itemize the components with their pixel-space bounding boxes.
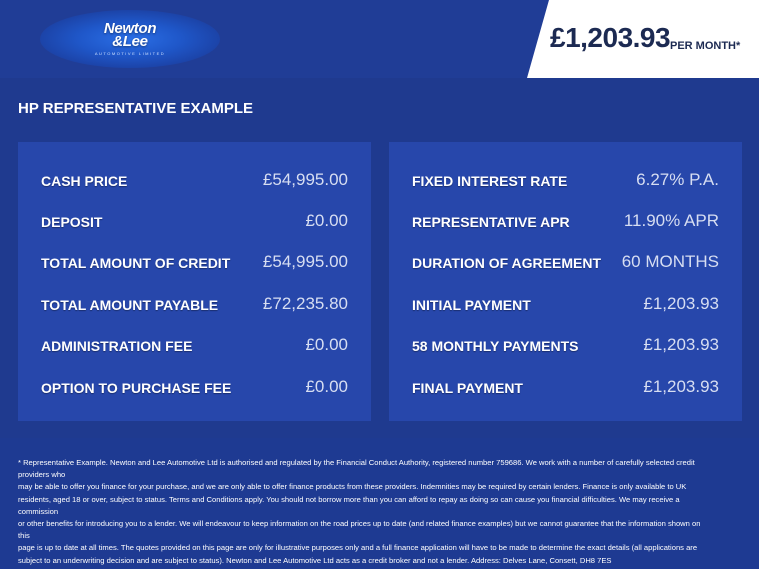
finance-row xyxy=(412,335,719,362)
row-value: £0.00 xyxy=(305,377,348,396)
finance-details-panel-left xyxy=(18,142,371,421)
finance-row xyxy=(412,252,719,279)
section-title: HP REPRESENTATIVE EXAMPLE xyxy=(18,100,254,117)
row-label: DEPOSIT xyxy=(41,214,103,230)
row-label: TOTAL AMOUNT PAYABLE xyxy=(41,297,219,313)
finance-row xyxy=(412,294,719,321)
finance-details-panel-right xyxy=(389,142,742,421)
disclaimer-line: page is up to date at all times. The quotes provided on this page are only for illustrative purposes only and a full finance application will have to be made to determine the exact details (all applications are xyxy=(18,543,698,553)
logo-wordmark xyxy=(40,22,220,48)
row-label: INITIAL PAYMENT xyxy=(412,297,531,313)
row-value: £1,203.93 xyxy=(643,335,719,354)
row-value: £0.00 xyxy=(305,211,348,230)
logo-line-2: &Lee xyxy=(112,33,148,50)
disclaimer-line: * Representative Example. Newton and Lee Automotive Ltd is authorised and regulated by the Financial Conduct Authority, registered number 759686. We work with a number of carefully selected credit providers who xyxy=(18,458,695,480)
row-value: 60 MONTHS xyxy=(621,252,719,271)
row-value: £54,995.00 xyxy=(262,170,348,189)
row-value: £1,203.93 xyxy=(643,377,719,396)
row-label: 58 MONTHLY PAYMENTS xyxy=(412,338,579,354)
row-label: OPTION TO PURCHASE FEE xyxy=(41,380,232,396)
logo-line-1: Newton xyxy=(103,20,157,37)
row-value: 6.27% P.A. xyxy=(636,170,719,189)
disclaimer-line: residents, aged 18 or over, subject to status. Terms and Conditions apply. You should not borrow more than you can afford to repay as doing so can cause you financial difficulties. We may receive a commission xyxy=(18,494,680,516)
row-label: FIXED INTEREST RATE xyxy=(412,173,568,189)
row-value: £54,995.00 xyxy=(262,252,348,271)
logo-subtitle: AUTOMOTIVE LIMITED xyxy=(94,51,166,56)
row-label: ADMINISTRATION FEE xyxy=(41,338,193,354)
finance-row xyxy=(412,170,719,197)
finance-row xyxy=(41,335,348,362)
disclaimer-line: may be able to offer you finance for your purchase, and we are only able to offer finance products from these providers. Indemnities may be required by certain lenders. Finance is only available to UK xyxy=(18,482,687,492)
company-logo[interactable] xyxy=(40,10,220,68)
monthly-price: £1,203.93 xyxy=(550,22,671,53)
row-label: FINAL PAYMENT xyxy=(412,380,523,396)
disclaimer-line: subject to an underwriting decision and are subject to status). Newton and Lee Automotive Ltd acts as a credit broker and not a lender. Address: Delves Lane, Consett, DH8 7ES xyxy=(18,555,612,565)
finance-row xyxy=(41,252,348,279)
disclaimer-line: or other benefits for introducing you to a lender. We will endeavour to keep information on the road prices up to date (and related finance examples) but we cannot guarantee that the information shown on this xyxy=(18,519,701,541)
row-value: 11.90% APR xyxy=(623,211,719,230)
row-value: £72,235.80 xyxy=(262,294,348,313)
finance-row xyxy=(41,377,348,404)
row-value: £0.00 xyxy=(305,335,348,354)
finance-row xyxy=(412,211,719,238)
row-value: £1,203.93 xyxy=(643,294,719,313)
finance-row xyxy=(412,377,719,404)
finance-row xyxy=(41,170,348,197)
row-label: REPRESENTATIVE APR xyxy=(412,214,570,230)
row-label: CASH PRICE xyxy=(41,173,128,189)
finance-disclaimer xyxy=(18,457,708,567)
finance-row xyxy=(41,211,348,238)
row-label: TOTAL AMOUNT OF CREDIT xyxy=(41,255,231,271)
finance-row xyxy=(41,294,348,321)
price-period-label: PER MONTH* xyxy=(670,40,741,52)
row-label: DURATION OF AGREEMENT xyxy=(412,255,601,271)
